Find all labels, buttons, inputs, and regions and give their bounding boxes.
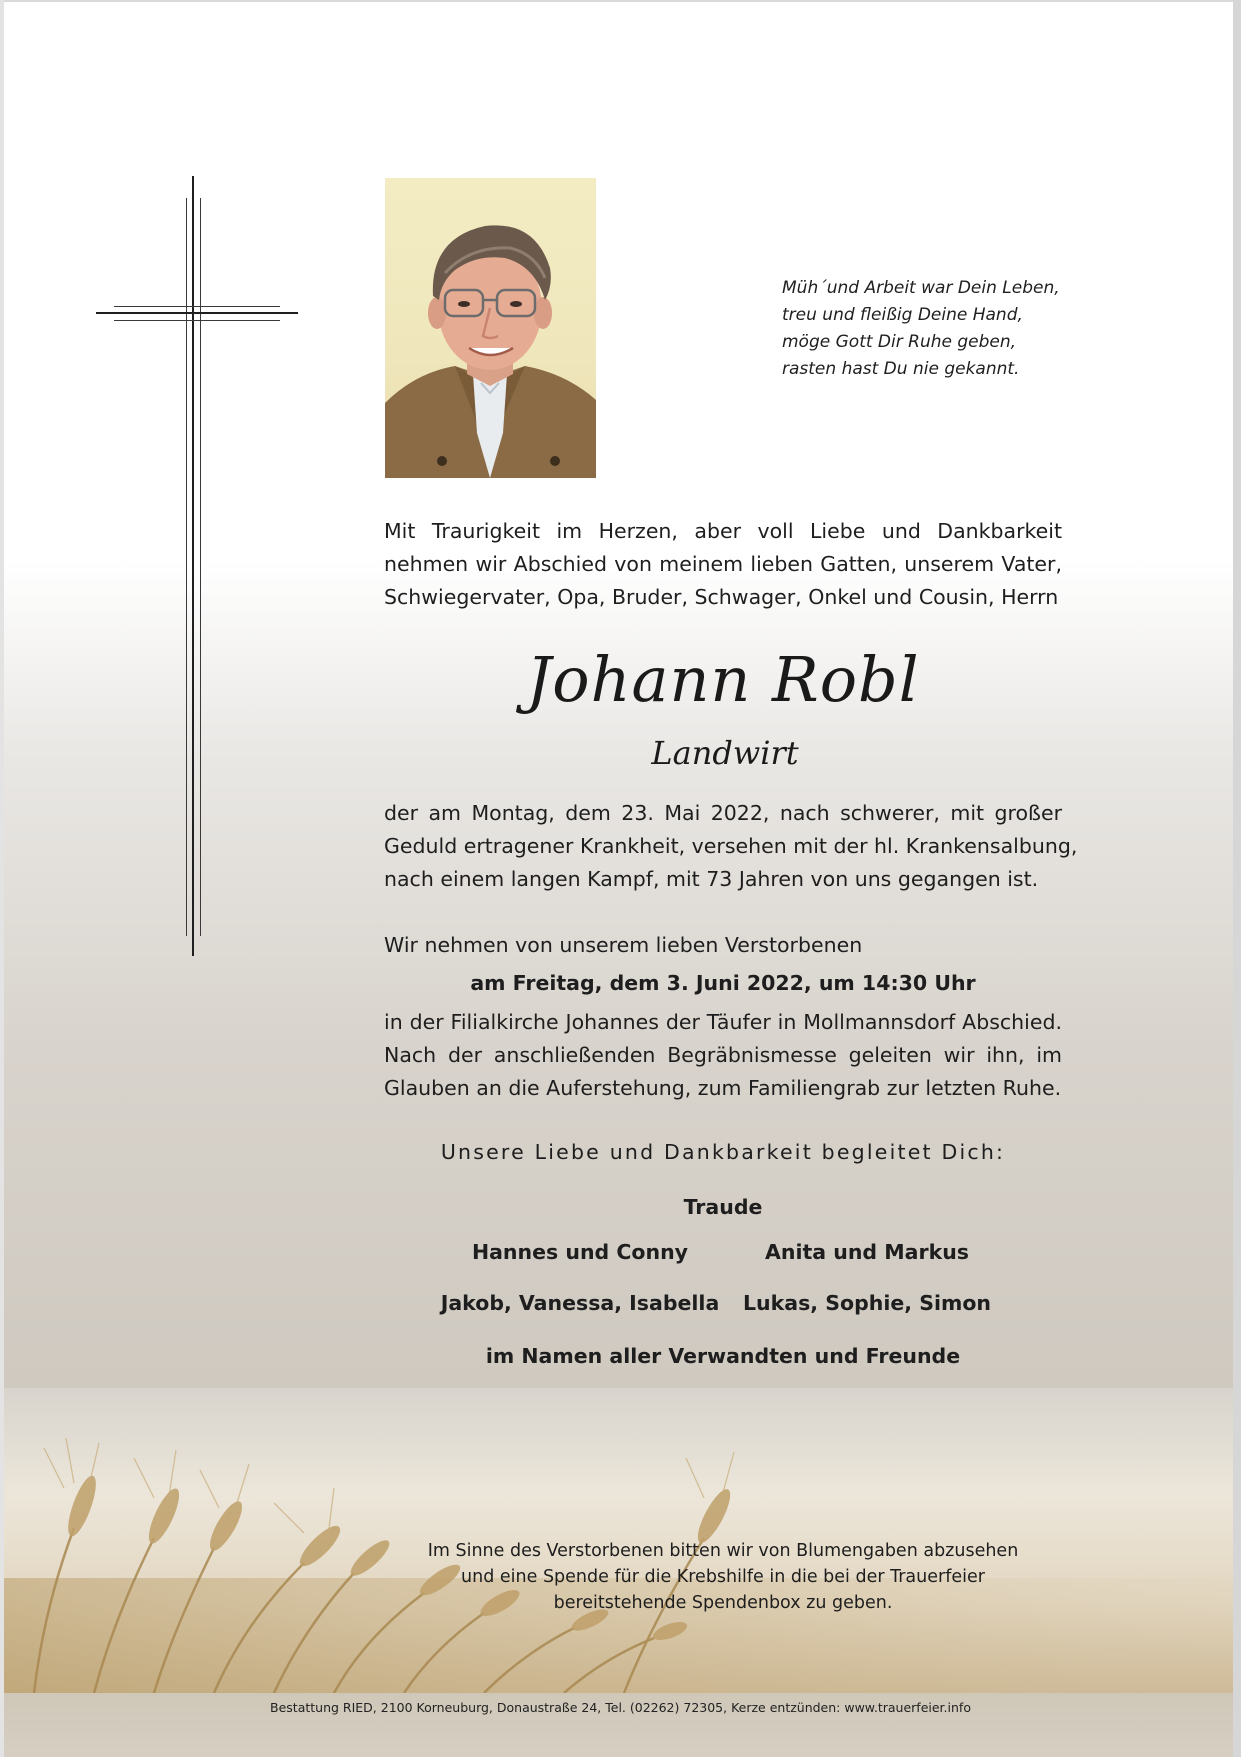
scan-edge-right — [1233, 0, 1241, 1757]
poem — [782, 275, 1082, 383]
death-line: nach einem langen Kampf, mit 73 Jahren von uns gegangen ist. — [384, 867, 1039, 891]
poem-line: treu und fleißig Deine Hand, — [782, 305, 1023, 325]
portrait-illustration — [385, 178, 596, 478]
cross-vertical-left — [186, 198, 187, 936]
cross-horizontal-bottom — [114, 320, 280, 321]
death-line: Geduld ertragener Krankheit, versehen mit der hl. Krankensalbung, — [384, 834, 1078, 858]
farewell-line: Glauben an die Auferstehung, zum Familiengrab zur letzten Ruhe. — [384, 1076, 1062, 1100]
cross-vertical-main — [192, 176, 194, 956]
family-children-right: Anita und Markus — [764, 1240, 970, 1264]
deceased-name: Johann Robl — [526, 643, 920, 716]
poem-line: rasten hast Du nie gekannt. — [782, 359, 1020, 379]
family-spouse: Traude — [683, 1195, 763, 1219]
intro-line: Schwiegervater, Opa, Bruder, Schwager, Onkel und Cousin, Herrn — [384, 585, 1059, 609]
donation-line: und eine Spende für die Krebshilfe in die bei der Trauerfeier — [461, 1567, 985, 1587]
footer-text: Bestattung RIED, 2100 Korneuburg, Donaustraße 24, Tel. (02262) 72305, Kerze entzünden: www.trauerfeier.info — [270, 1700, 971, 1715]
accompany-line: Unsere Liebe und Dankbarkeit begleitet Dich: — [440, 1140, 1006, 1164]
intro-paragraph — [384, 515, 1062, 614]
poem-line: möge Gott Dir Ruhe geben, — [782, 332, 1017, 352]
intro-line: Mit Traurigkeit im Herzen, aber voll Liebe und Dankbarkeit — [384, 519, 1062, 543]
farewell-lead-line: Wir nehmen von unserem lieben Verstorbenen — [384, 933, 863, 957]
family-grandchildren-left: Jakob, Vanessa, Isabella — [440, 1291, 720, 1315]
family-closing: im Namen aller Verwandten und Freunde — [485, 1344, 961, 1368]
donation-line: Im Sinne des Verstorbenen bitten wir von Blumengaben abzusehen — [427, 1541, 1019, 1561]
farewell-lead — [384, 929, 1062, 962]
poem-line: Müh´und Arbeit war Dein Leben, — [782, 278, 1060, 298]
family-children-left: Hannes und Conny — [471, 1240, 689, 1264]
farewell-line: in der Filialkirche Johannes der Täufer in Mollmannsdorf Abschied. — [384, 1010, 1062, 1034]
latin-cross-icon — [96, 176, 302, 956]
family-grandchildren-right: Lukas, Sophie, Simon — [742, 1291, 992, 1315]
death-line: der am Montag, dem 23. Mai 2022, nach schwerer, mit großer — [384, 801, 1062, 825]
cross-horizontal-top — [114, 306, 280, 307]
deceased-occupation: Landwirt — [651, 734, 799, 772]
donation-line: bereitstehende Spendenbox zu geben. — [553, 1593, 893, 1613]
farewell-line: Nach der anschließenden Begräbnismesse geleiten wir ihn, im — [384, 1043, 1062, 1067]
death-paragraph — [384, 797, 1078, 896]
scan-edge-top — [0, 0, 1241, 2]
intro-line: nehmen wir Abschied von meinem lieben Gatten, unserem Vater, — [384, 552, 1062, 576]
cross-horizontal-main — [96, 312, 298, 314]
donation-notice — [384, 1538, 1062, 1616]
portrait-photo — [385, 178, 596, 478]
farewell-paragraph — [384, 1006, 1062, 1105]
cross-vertical-right — [200, 198, 201, 936]
funeral-date: am Freitag, dem 3. Juni 2022, um 14:30 Uhr — [470, 971, 976, 995]
